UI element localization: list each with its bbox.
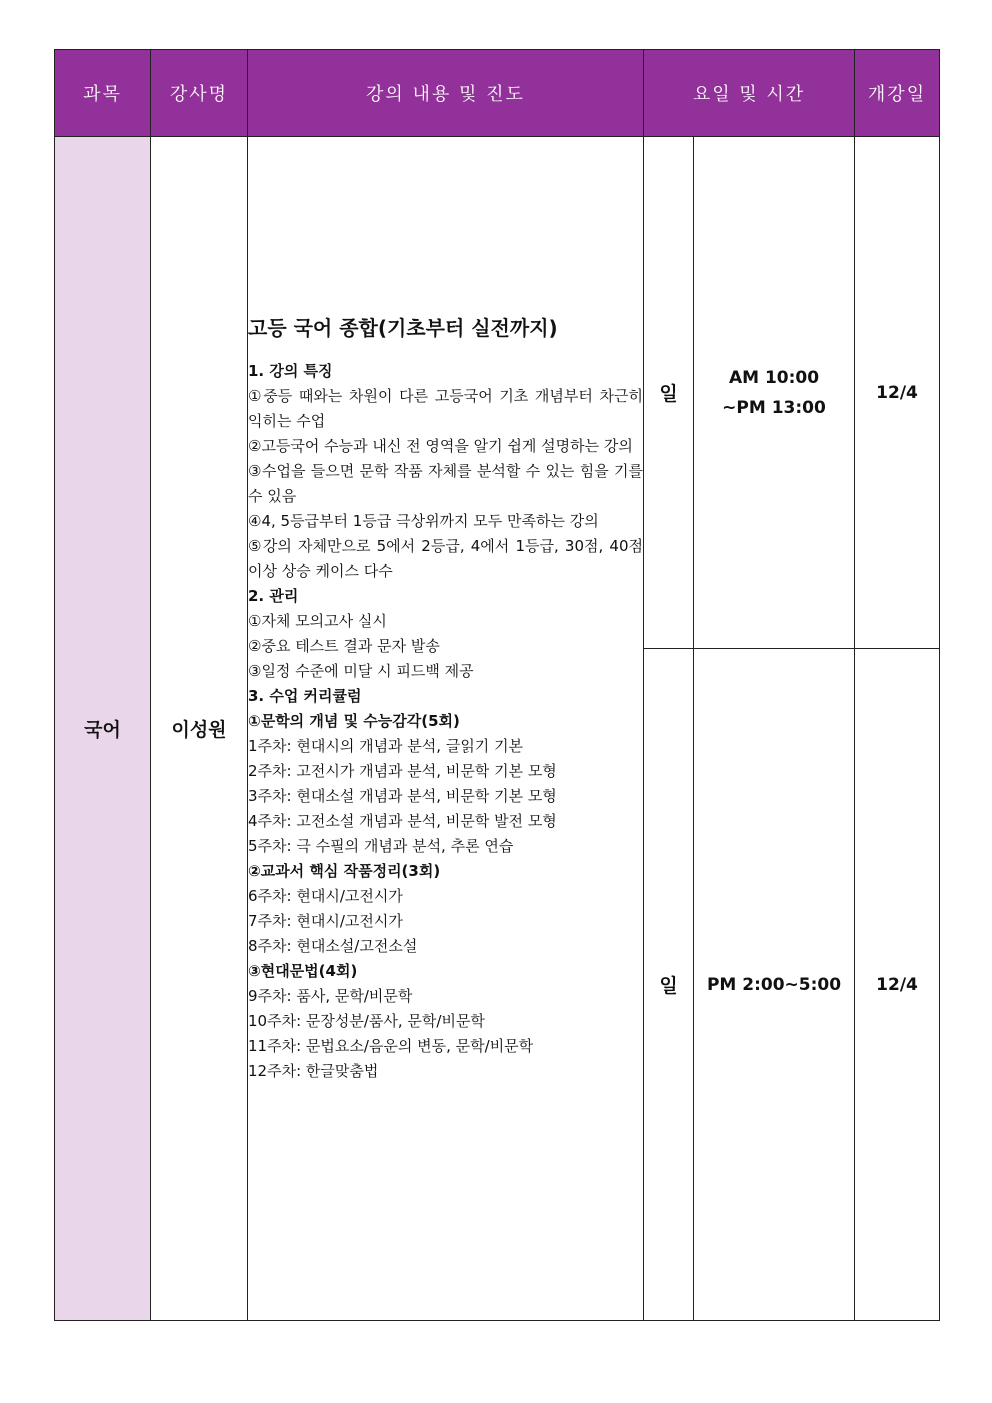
session-2-time: PM 2:00~5:00 [694,649,855,1321]
content-line: 4주차: 고전소설 개념과 분석, 비문학 발전 모형 [248,812,557,830]
session-1-start-date: 12/4 [855,137,940,649]
content-heading: ①문학의 개념 및 수능감각(5회) [248,712,460,730]
content-heading: ③현대문법(4회) [248,962,358,980]
content-line: 11주차: 문법요소/음운의 변동, 문학/비문학 [248,1037,534,1055]
header-content: 강의 내용 및 진도 [248,50,644,137]
content-line: 8주차: 현대소설/고전소설 [248,937,418,955]
session-2-start-date: 12/4 [855,649,940,1321]
header-row [55,50,940,137]
teacher-cell: 이성원 [151,137,248,1321]
session-1-time-start: AM 10:00 [728,367,820,388]
content-heading: 2. 관리 [248,587,299,605]
content-line: 6주차: 현대시/고전시가 [248,887,403,905]
course-title: 고등 국어 종합(기초부터 실전까지) [248,316,558,340]
content-line: 5주차: 극 수필의 개념과 분석, 추론 연습 [248,837,514,855]
content-line: ④4, 5등급부터 1등급 극상위까지 모두 만족하는 강의 [248,512,599,530]
content-line: 12주차: 한글맞춤법 [248,1062,379,1080]
content-line: 1주차: 현대시의 개념과 분석, 글읽기 기본 [248,737,524,755]
content-line: 10주차: 문장성분/품사, 문학/비문학 [248,1012,485,1030]
header-start-date: 개강일 [855,50,940,137]
content-line: 2주차: 고전시가 개념과 분석, 비문학 기본 모형 [248,762,557,780]
session-2-day: 일 [644,649,694,1321]
content-line: ①자체 모의고사 실시 [248,612,387,630]
content-line: ③일정 수준에 미달 시 피드백 제공 [248,662,474,680]
content-line: ⑤강의 자체만으로 5에서 2등급, 4에서 1등급, 30점, 40점 이상 상승 케이스 다수 [248,537,643,580]
subject-cell: 국어 [55,137,151,1321]
content-line: 7주차: 현대시/고전시가 [248,912,403,930]
session-1-time-end: ~PM 13:00 [722,397,826,418]
course-description [248,359,643,1084]
content-heading: 3. 수업 커리큘럼 [248,687,362,705]
session-1-day: 일 [644,137,694,649]
content-line: ①중등 때와는 차원이 다른 고등국어 기초 개념부터 차근히 익히는 수업 [248,387,643,430]
header-subject: 과목 [55,50,151,137]
header-schedule: 요일 및 시간 [644,50,855,137]
content-line: 3주차: 현대소설 개념과 분석, 비문학 기본 모형 [248,787,557,805]
session-row-1 [55,137,940,649]
header-teacher: 강사명 [151,50,248,137]
content-cell [248,137,644,1321]
content-heading: 1. 강의 특징 [248,362,333,380]
session-1-time [694,137,855,649]
content-line: ③수업을 들으면 문학 작품 자체를 분석할 수 있는 힘을 기를 수 있음 [248,462,643,505]
content-heading: ②교과서 핵심 작품정리(3회) [248,862,441,880]
course-table [54,49,940,1321]
content-line: 9주차: 품사, 문학/비문학 [248,987,413,1005]
content-line: ②고등국어 수능과 내신 전 영역을 알기 쉽게 설명하는 강의 [248,437,633,455]
content-line: ②중요 테스트 결과 문자 발송 [248,637,440,655]
